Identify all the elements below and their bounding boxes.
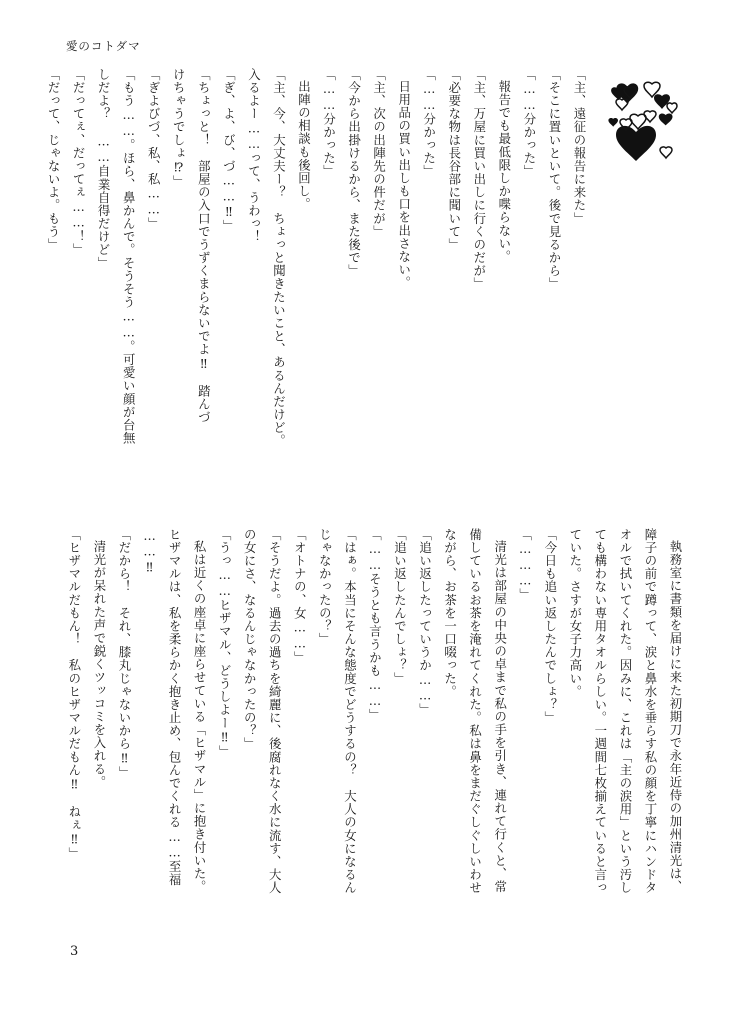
text-line: ながら、お茶を一口啜った。 <box>442 528 458 699</box>
hearts-cluster-icon <box>604 72 688 164</box>
text-line: 「追い返したっていうか……」 <box>417 528 433 717</box>
text-line: 備しているお茶を淹れてくれた。私は鼻をまだぐしぐしいわせ <box>467 528 483 895</box>
text-line: 私は近くの座卓に座らせている「ヒザマル」に抱き付いた。 <box>192 540 208 894</box>
text-line: 「うっ……ヒザマル、どうしよー‼」 <box>217 528 233 759</box>
text-line: 「ぎよびづ、私、私……」 <box>146 68 162 231</box>
text-line: オルで拭いてくれた。因みに、これは「主の涙用」という汚し <box>617 528 633 895</box>
text-line: ても構わない専用タオルらしい。一週間七枚揃えていると言っ <box>592 528 608 895</box>
text-line: じゃなかったの？」 <box>317 528 333 646</box>
text-line: 「主、次の出陣先の件だが」 <box>371 68 387 239</box>
text-line: 「今から出掛けるから、また後で」 <box>346 68 362 278</box>
text-line: けちゃうでしょ⁉」 <box>171 68 187 189</box>
text-line: 報告でも最低限しか喋らない。 <box>496 80 512 264</box>
text-line: 入るよー……って、うわっ！ <box>246 68 262 244</box>
text-line: 出陣の相談も後回し。 <box>296 80 312 212</box>
text-line: 「追い返したんでしょ？」 <box>392 528 408 685</box>
text-line: 障子の前で蹲って、涙と鼻水を垂らす私の顔を丁寧にハンドタ <box>642 528 658 895</box>
text-line: 「はぁ。本当にそんな態度でどうするの？ 大人の女になるん <box>342 528 358 895</box>
text-line: 「主、万屋に買い出しに行くのだが」 <box>471 68 487 291</box>
text-line: 「オトナの、女……」 <box>292 528 308 665</box>
text-line: ていた。さすが女子力高い。 <box>567 528 583 699</box>
text-line: 「主、今、大丈夫ー？ ちょっと聞きたいこと、あるんだけど。 <box>271 68 287 448</box>
text-line: 日用品の買い出しも口を出さない。 <box>396 80 412 290</box>
text-line: 「必要な物は長谷部に聞いて」 <box>446 68 462 252</box>
text-line: 「主、遠征の報告に来た」 <box>572 68 587 225</box>
text-line: 「今日も追い返したんでしょ？」 <box>542 528 558 725</box>
text-line: 「だから！ それ、膝丸じゃないから‼」 <box>116 528 132 780</box>
text-line: 「だってぇ、だってぇ……！」 <box>71 68 87 257</box>
text-line: 清光は部屋の中央の卓まで私の手を引き、連れて行くと、常 <box>492 540 508 894</box>
text-line: 清光が呆れた声で鋭くツッコミを入れる。 <box>91 540 107 789</box>
text-line: 「そうだよ。過去の過ちを綺麗に、後腐れなく水に流す、大人 <box>267 528 283 895</box>
page-number: 3 <box>70 944 79 959</box>
text-line: 「……分かった」 <box>421 68 437 178</box>
text-line: 「……そうとも言うかも……」 <box>367 528 383 722</box>
text-line: 「ぎ、よ、び、づ……‼」 <box>221 68 237 233</box>
text-line: 「だって、じゃないよ。もう」 <box>46 68 62 252</box>
running-header: 愛のコトダマ <box>66 39 141 53</box>
text-line: ヒザマルは、私を柔らかく抱き止め、包んでくれる……至福 <box>167 528 183 887</box>
text-line: 「ちょっと！ 部屋の入口でうずくまらないでよ‼ 踏んづ <box>196 68 212 424</box>
text-line: 「……分かった」 <box>521 68 537 178</box>
text-line: しだよ？ ……自業自得だけど」 <box>96 68 112 270</box>
text-line: 「……分かった」 <box>321 68 337 178</box>
text-line: 執務室に書類を届けに来た初期刀で永年近侍の加州清光は、 <box>668 540 683 894</box>
text-line: の女にさ、なるんじゃなかったの？」 <box>242 528 258 751</box>
text-line: 「………」 <box>517 528 533 602</box>
dialogue-block <box>46 68 592 480</box>
text-line: ……‼ <box>142 528 158 576</box>
narrative-block <box>66 528 688 960</box>
text-line: 「ヒザマルだもん！ 私のヒザマルだもん‼ ねぇ‼」 <box>66 528 82 861</box>
text-line: 「もう……。ほら、鼻かんで。そうそう……。可愛い顔が台無 <box>121 68 137 445</box>
text-line: 「そこに置いといて。後で見るから」 <box>546 68 562 291</box>
